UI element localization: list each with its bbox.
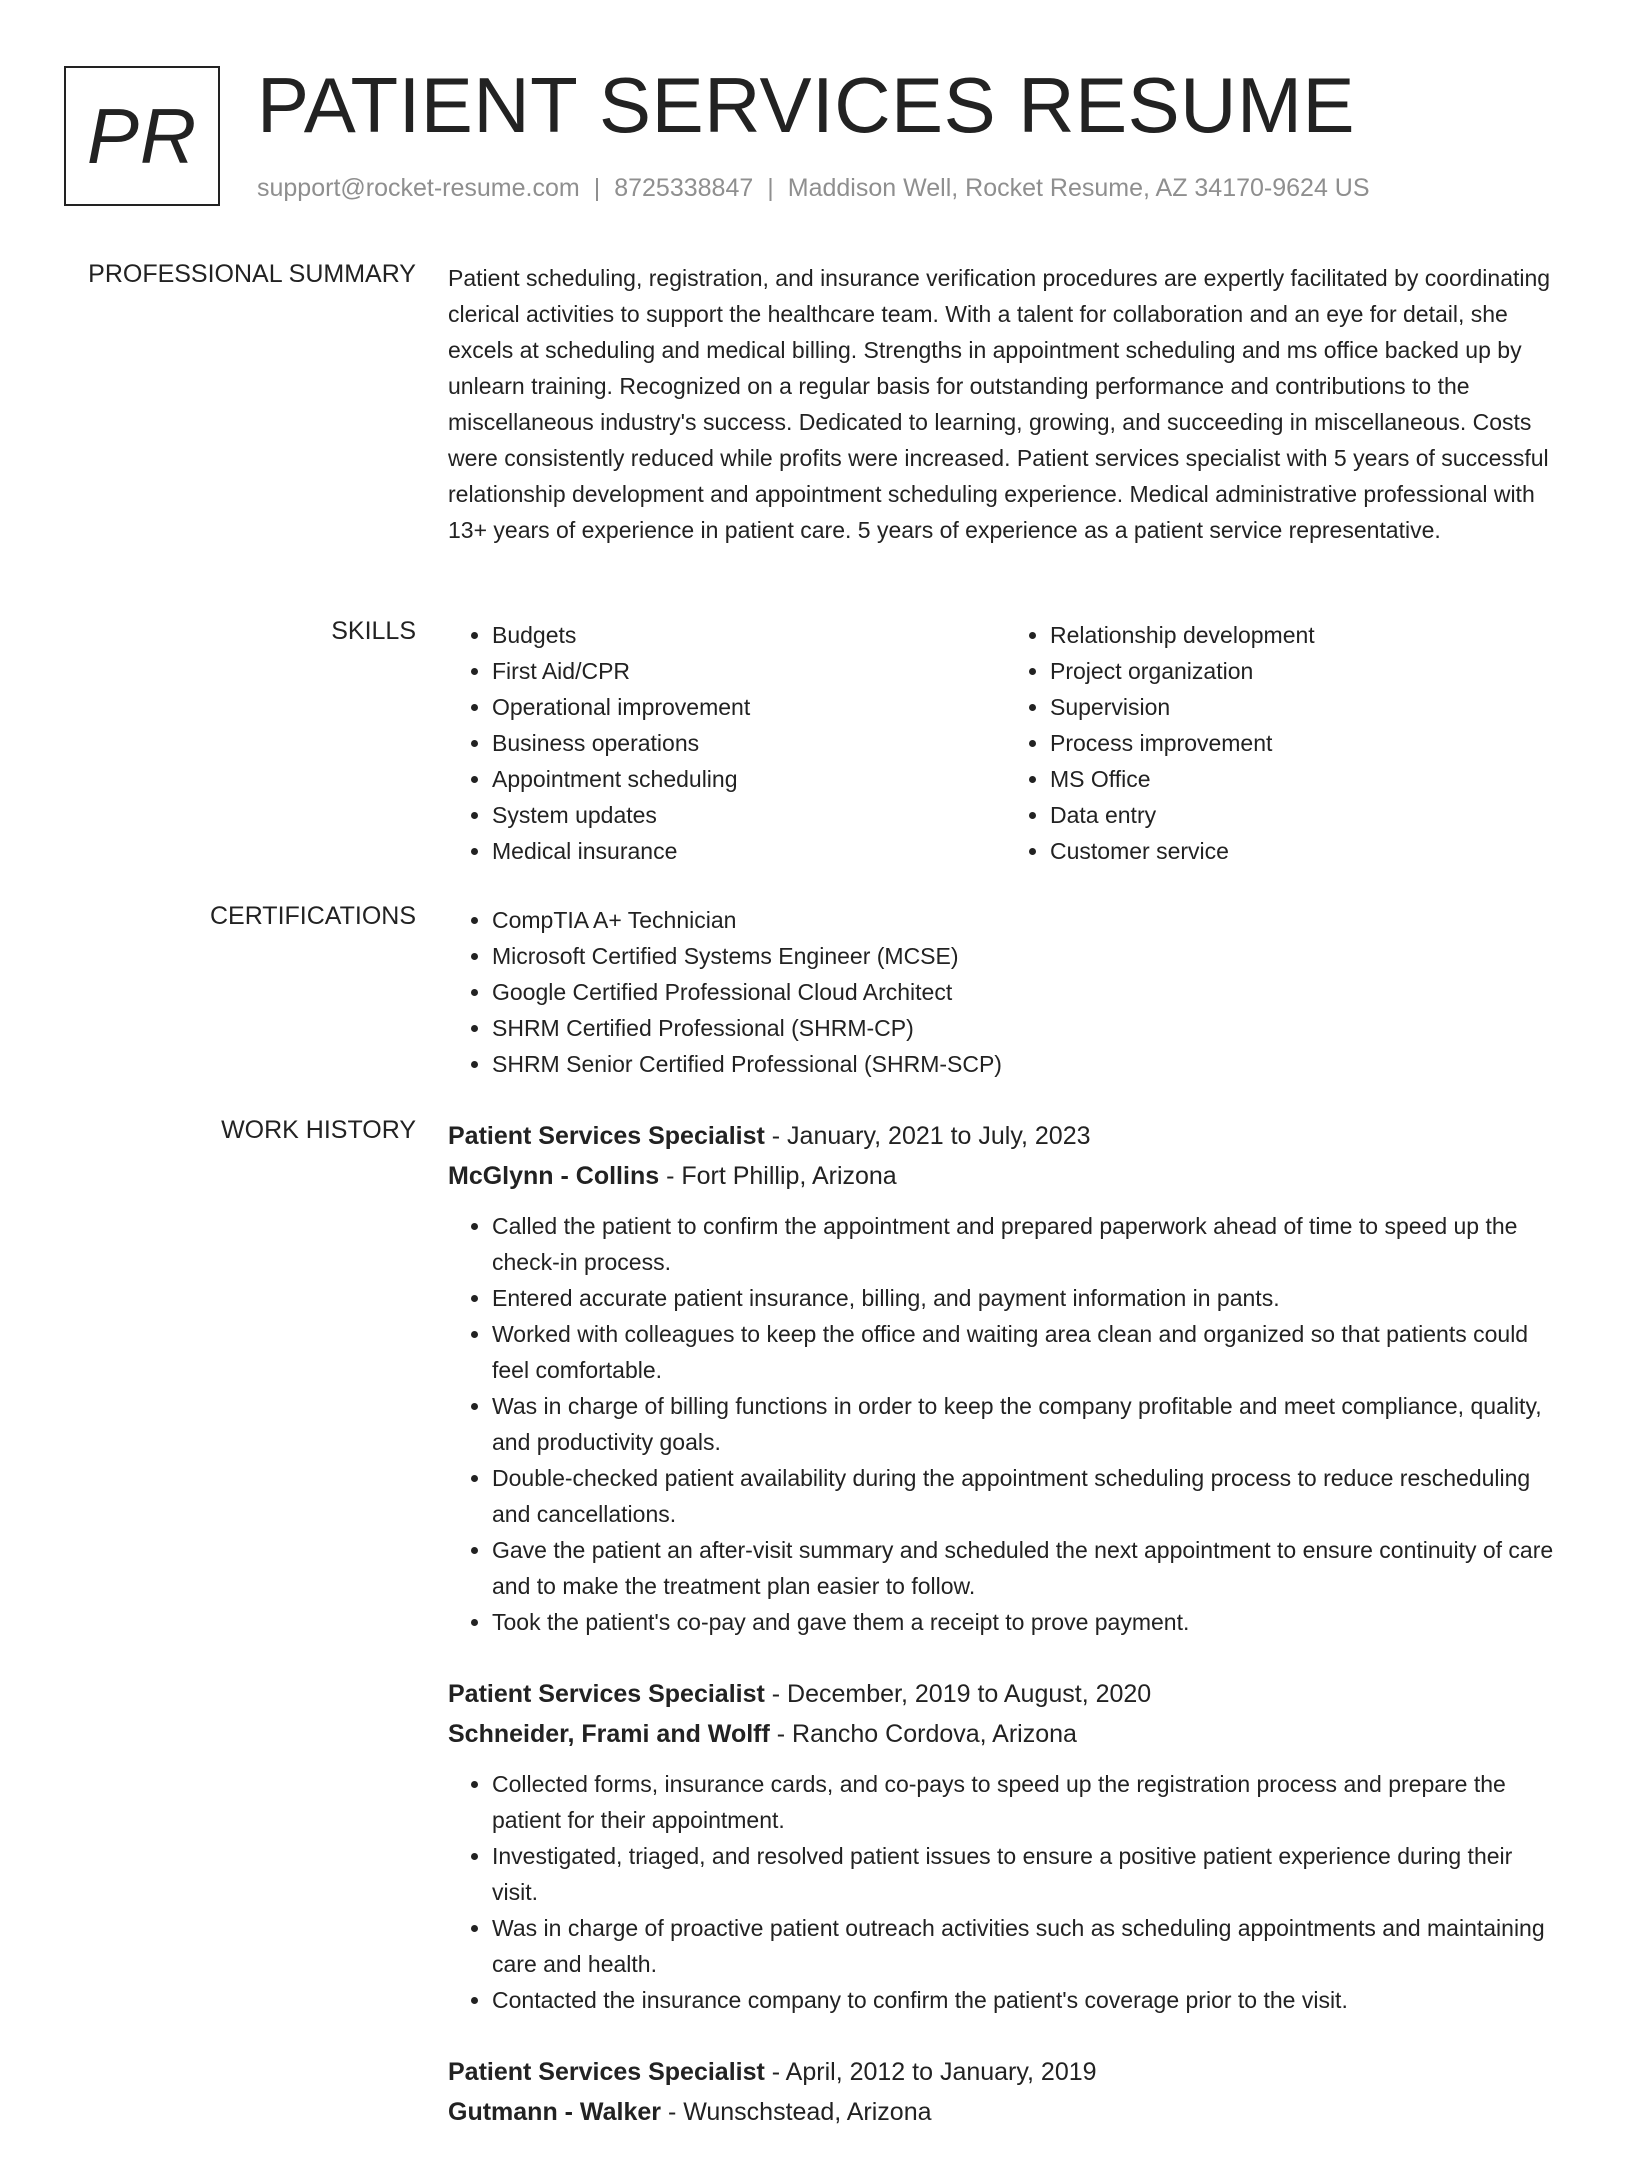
job-entry bbox=[448, 2052, 1564, 2132]
work-history-body bbox=[448, 1116, 1564, 2166]
skill-item: • Budgets bbox=[492, 617, 1006, 653]
certification-item: • CompTIA A+ Technician bbox=[492, 902, 1564, 938]
summary-text: Patient scheduling, registration, and insurance verification procedures are expertly facilitated by coordinating clerical activities to support the healthcare team. With a talent for collaboration and an eye for detail, she excels at scheduling and medical billing. Strengths in appointment scheduling and ms office backed up by unlearn training. Recognized on a regular basis for outstanding performance and contributions to the miscellaneous industry's success. Dedicated to learning, growing, and succeeding in miscellaneous. Costs were consistently reduced while profits were increased. Patient services specialist with 5 years of successful relationship development and appointment scheduling experience. Medical administrative professional with 13+ years of experience in patient care. 5 years of experience as a patient service representative. bbox=[448, 265, 1551, 543]
skills-list-left bbox=[448, 617, 1006, 869]
job-bullet: • Called the patient to confirm the appointment and prepared paperwork ahead of time to speed up the check-in process. bbox=[492, 1208, 1564, 1280]
contact-email[interactable]: support@rocket-resume.com bbox=[257, 174, 580, 202]
resume-header bbox=[64, 61, 1564, 210]
summary-body bbox=[448, 260, 1564, 548]
skill-item: • Customer service bbox=[1050, 833, 1564, 869]
contact-separator: | bbox=[767, 174, 774, 202]
job-bullet: • Was in charge of proactive patient outreach activities such as scheduling appointments and maintaining care and health. bbox=[492, 1910, 1564, 1982]
job-location: - Fort Phillip, Arizona bbox=[659, 1162, 897, 1190]
job-bullet: • Took the patient's co-pay and gave them a receipt to prove payment. bbox=[492, 1604, 1564, 1640]
skill-item: • Appointment scheduling bbox=[492, 761, 1006, 797]
job-company-line bbox=[448, 1714, 1564, 1754]
job-title-line bbox=[448, 1116, 1564, 1156]
certification-item: • Microsoft Certified Systems Engineer (MCSE) bbox=[492, 938, 1564, 974]
skill-item: • First Aid/CPR bbox=[492, 653, 1006, 689]
job-dates: - January, 2021 to July, 2023 bbox=[764, 1122, 1091, 1150]
job-title: Patient Services Specialist bbox=[448, 1122, 765, 1150]
job-company: McGlynn - Collins bbox=[448, 1162, 660, 1190]
skill-item: • Relationship development bbox=[1050, 617, 1564, 653]
job-dates: - December, 2019 to August, 2020 bbox=[764, 1680, 1152, 1708]
certification-item: • Google Certified Professional Cloud Architect bbox=[492, 974, 1564, 1010]
job-title-line bbox=[448, 1674, 1564, 1714]
job-bullet: • Worked with colleagues to keep the office and waiting area clean and organized so that patients could feel comfortable. bbox=[492, 1316, 1564, 1388]
skill-item: • Data entry bbox=[1050, 797, 1564, 833]
job-bullet: • Contacted the insurance company to confirm the patient's coverage prior to the visit. bbox=[492, 1982, 1564, 2018]
job-title: Patient Services Specialist bbox=[448, 2058, 765, 2086]
section-label-skills: SKILLS bbox=[331, 617, 416, 645]
job-company: Gutmann - Walker bbox=[448, 2098, 661, 2126]
skill-item: • Operational improvement bbox=[492, 689, 1006, 725]
job-bullets bbox=[448, 1208, 1564, 1640]
job-bullet: • Entered accurate patient insurance, billing, and payment information in pants. bbox=[492, 1280, 1564, 1316]
job-dates: - April, 2012 to January, 2019 bbox=[764, 2058, 1097, 2086]
job-entry bbox=[448, 1116, 1564, 1640]
section-label-summary: PROFESSIONAL SUMMARY bbox=[88, 260, 416, 288]
job-bullet: • Double-checked patient availability during the appointment scheduling process to reduce rescheduling and cancellations. bbox=[492, 1460, 1564, 1532]
job-bullet: • Investigated, triaged, and resolved patient issues to ensure a positive patient experience during their visit. bbox=[492, 1838, 1564, 1910]
job-bullets bbox=[448, 1766, 1564, 2018]
skill-item: • Business operations bbox=[492, 725, 1006, 761]
job-bullet: • Collected forms, insurance cards, and co-pays to speed up the registration process and prepare the patient for their appointment. bbox=[492, 1766, 1564, 1838]
certification-item: • SHRM Certified Professional (SHRM-CP) bbox=[492, 1010, 1564, 1046]
job-title-line bbox=[448, 2052, 1564, 2092]
job-bullet: • Gave the patient an after-visit summary and scheduled the next appointment to ensure continuity of care and to make the treatment plan easier to follow. bbox=[492, 1532, 1564, 1604]
skill-item: • Process improvement bbox=[1050, 725, 1564, 761]
job-title: Patient Services Specialist bbox=[448, 1680, 765, 1708]
certification-item: • SHRM Senior Certified Professional (SHRM-SCP) bbox=[492, 1046, 1564, 1082]
skills-body bbox=[448, 617, 1564, 869]
contact-line bbox=[257, 174, 1370, 203]
monogram-logo: PR bbox=[64, 66, 220, 206]
resume-title: PATIENT SERVICES RESUME bbox=[257, 61, 1355, 149]
skill-item: • Supervision bbox=[1050, 689, 1564, 725]
job-company-line bbox=[448, 2092, 1564, 2132]
job-location: - Wunschstead, Arizona bbox=[661, 2098, 932, 2126]
job-company-line bbox=[448, 1156, 1564, 1196]
contact-address: Maddison Well, Rocket Resume, AZ 34170-9624 US bbox=[787, 174, 1370, 202]
skill-item: • Project organization bbox=[1050, 653, 1564, 689]
certifications-list bbox=[448, 902, 1564, 1082]
job-bullet: • Was in charge of billing functions in order to keep the company profitable and meet compliance, quality, and productivity goals. bbox=[492, 1388, 1564, 1460]
section-label-work-history: WORK HISTORY bbox=[221, 1116, 416, 1144]
contact-separator: | bbox=[593, 174, 601, 202]
certifications-body bbox=[448, 902, 1564, 1082]
job-location: - Rancho Cordova, Arizona bbox=[769, 1720, 1077, 1748]
skill-item: • MS Office bbox=[1050, 761, 1564, 797]
contact-phone[interactable]: 8725338847 bbox=[614, 174, 754, 202]
skills-list-right bbox=[1006, 617, 1564, 869]
skill-item: • System updates bbox=[492, 797, 1006, 833]
job-entry bbox=[448, 1674, 1564, 2018]
section-label-certifications: CERTIFICATIONS bbox=[209, 902, 416, 930]
job-company: Schneider, Frami and Wolff bbox=[448, 1720, 770, 1748]
skill-item: • Medical insurance bbox=[492, 833, 1006, 869]
